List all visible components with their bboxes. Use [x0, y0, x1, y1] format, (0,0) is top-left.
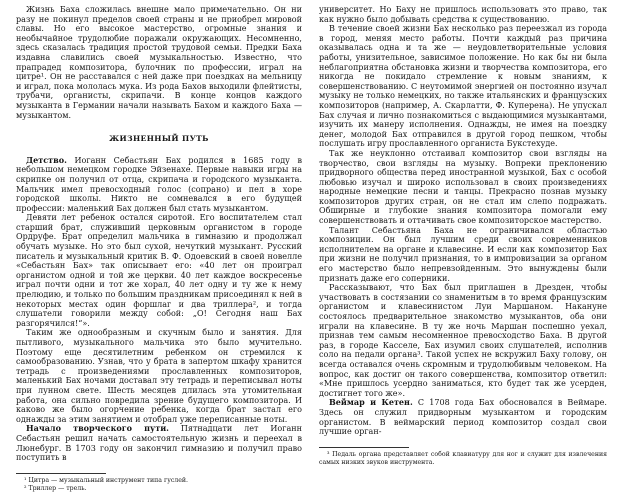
orphan-paragraph: Девяти лет ребенок остался сиротой. Его воспитателем стал старший брат, служивший церковным органистом в городе Ордруфе. Брат определил мальчика в гимназию и продолжал обучать музыке. Но это был сухой, нечуткий музыкант. Русский писатель и музыкальный критик В. Ф. Одоевский в своей новелле «Себастьян Бах» так описывает его: «40 лет он проиграл органистом одной и той же церкви. 40 лет каждое воскресенье играл почти одни и тот же хорал, 40 лет одну и ту же к нему прелюдию, и только по большим праздникам присоединял к ней в некоторых местах один форшлаг и два триллера², и тогда слушатели говорили между собой: „О! Сегодня наш Бах разгорячился!“». [16, 213, 302, 328]
intro-paragraph: Жизнь Баха сложилась внешне мало примечательно. Он ни разу не покинул пределов своей страны и не приобрел мировой славы. Но его высокое мастерство, огромные знания и необычайное трудолюбие поражали окружающих. Несомненно, здесь сказалась традиция простой трудовой семьи. Предки Баха издавна славились своей музыкальностью. Известно, что прапрадед композитора, булочник по профессии, играл на цитре¹. Он не расставался с ней даже при поездках на мельницу и играл, пока мололась мука. Из рода Бахов выходили флейтисты, трубачи, органисты, скрипачи. В конце концов каждого музыканта в Германии начали называть Бахом и каждого Баха — музыкантом. [16, 5, 302, 120]
footnote-3: ³ Педаль органа представляет собой клавиатуру для ног и служит для извлечения самых низких звуков инструмента. [319, 450, 607, 466]
right-column [319, 5, 607, 467]
section-title: ЖИЗНЕННЫЙ ПУТЬ [109, 134, 209, 144]
footnote-1: ¹ Цитра — музыкальный инструмент типа гуслей. [24, 476, 188, 484]
studies-paragraph: Таким же однообразным и скучным было и занятия. Для пытливого, музыкального мальчика это было мучительно. Поэтому еще десятилетним ребенком он стремился к самообразованию. Узнав, что у брата в запертом шкафу хранится тетрадь с произведениями прославленных композиторов, маленький Бах ночами доставал эту тетрадь и переписывал ноты при лунном свете. Шесть месяцев длилась эта утомительная работа, она сильно повредила зрение будущего композитора. И каково же было огорчение ребенка, когда брат застал его однажды за этим занятием и отобрал уже переписанные ноты. [16, 328, 302, 424]
childhood-heading: Детство. [26, 154, 67, 165]
continuation-paragraph: университет. Но Баху не пришлось использовать это право, так как нужно было добывать средства к существованию. [319, 5, 607, 24]
career-start-text: Пятнадцати лет Иоганн Себастьян решил начать самостоятельную жизнь и переехал в Люнебург. В 1703 году он закончил гимназию и получил право поступить в [16, 424, 302, 463]
career-start-paragraph [16, 424, 302, 462]
views-paragraph: Так же неуклонно отстаивал композитор свои взгляды на творчество, свои взгляды на музыку. Вопреки преклонению придворного общества перед иностранной музыкой, Бах с особой любовью изучал и широко использовал в своих произведениях народные немецкие песни и танцы. Прекрасно познав музыку композиторов других стран, он не стал им слепо подражать. Обширные и глубокие знания композитора помогали ему совершенствовать и оттачивать свое композиторское мастерство. [319, 148, 607, 226]
weimar-paragraph [319, 398, 607, 436]
talent-paragraph: Талант Себастьяна Баха не ограничивался областью композиции. Он был лучшим среди своих современников исполнителем на органе и клавесине. И если как композитор Бах при жизни не получил признания, то в импровизации за органом его мастерство было непревзойденным. Это вынуждены были признать даже его соперники. [319, 225, 607, 283]
childhood-text: Иоганн Себастьян Бах родился в 1685 году в небольшом немецком городке Эйзенахе. Первые навыки игры на скрипке он получил от отца, скрипача и городского музыканта. Мальчик имел превосходный голос (сопрано) и пел в хоре городской школы. Никто не сомневался в его будущей профессии: маленький Бах должен был стать музыкантом. [16, 155, 302, 213]
dresden-paragraph: Рассказывают, что Бах был приглашен в Дрезден, чтобы участвовать в состязании со знаменитым в то время французским органистом и клавесинистом Луи Маршаном. Накануне состоялось предварительное знакомство музыкантов, оба они играли на клавесине. В ту же ночь Маршан поспешно уехал, признав тем самым несомненное превосходство Баха. В другой раз, в городе Касселе, Бах изумил своих слушателей, исполнив соло на педали органа³. Такой успех не вскружил Баху голову, он всегда оставался очень скромным и трудолюбивым человеком. На вопрос, как достиг он такого совершенства, композитор ответил: «Мне пришлось усердно заниматься, кто будет так же усерден, достигнет того же». [319, 283, 607, 398]
footnote-2: ² Триллер — трель. [24, 484, 87, 492]
career-start-heading: Начало творческого пути. [26, 423, 169, 434]
moves-paragraph: В течение своей жизни Бах несколько раз переезжал из города в город, меняя место работы. Почти каждый раз причина оказывалась одна и та же — неудовлетворительные условия работы, унизительное, зависимое положение. Но как бы ни была неблагоприятна обстановка жизни и творчества композитора, его никогда не покидало стремление к новым знаниям, к совершенствованию. С неутомимой энергией он постоянно изучал музыку не только немецких, но также итальянских и французских композиторов (например, А. Скарлатти, Ф. Куперена). Не упускал Бах случая и лично познакомиться с выдающимися музыкантами, изучить их манеру исполнения. Однажды, не имея на поездку денег, молодой Бах отправился в другой город пешком, чтобы послушать игру прославленного органиста Букстехуде. [319, 24, 607, 149]
childhood-paragraph [16, 156, 302, 214]
left-column [16, 5, 302, 493]
weimar-heading: Веймар и Кетен. [329, 397, 413, 408]
footnote-divider [16, 473, 106, 474]
footnote-divider-right [319, 447, 409, 448]
weimar-text: С 1708 года Бах обосновался в Веймаре. Здесь он служил придворным музыкантом и городским органистом. В веймарский период композитор создал свои лучшие орган- [319, 398, 607, 437]
